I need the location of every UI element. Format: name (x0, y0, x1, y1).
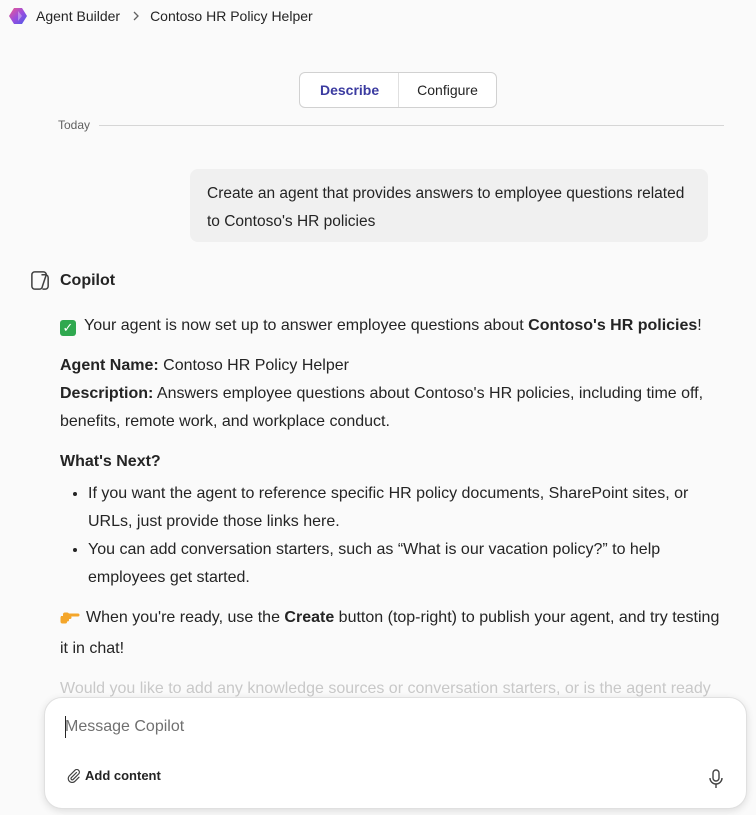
add-content-button[interactable] (67, 768, 161, 783)
date-divider (58, 118, 724, 132)
message-composer (44, 697, 747, 809)
pointing-hand-icon (60, 607, 80, 635)
ready-pre: When you're ready, use the (86, 609, 285, 626)
ready-paragraph (60, 604, 720, 663)
copilot-response (60, 312, 720, 703)
list-item: • You can add conversation starters, such as “What is our vacation policy?” to help employees get started. (88, 536, 720, 592)
date-divider-label: Today (58, 118, 91, 132)
copilot-header (29, 269, 115, 292)
message-input[interactable] (65, 716, 705, 738)
chevron-right-icon (132, 11, 140, 21)
breadcrumb-agent: Contoso HR Policy Helper (150, 8, 313, 24)
faded-text: Would you like to add any knowledge sources or conversation starters, or is the agent ready (60, 680, 711, 697)
description-line (60, 380, 720, 436)
tab-configure[interactable]: Configure (417, 82, 478, 98)
agent-name-label: Agent Name: (60, 357, 159, 374)
agent-name-value: Contoso HR Policy Helper (158, 357, 349, 374)
paperclip-icon (67, 769, 81, 783)
ready-post: button (top-right) to publish your agent, and try testing it in chat! (60, 609, 720, 657)
text-caret (65, 716, 66, 738)
breadcrumb (0, 0, 313, 32)
description-label: Description: (60, 385, 154, 402)
copilot-logo-icon (29, 269, 52, 292)
breadcrumb-app[interactable]: Agent Builder (36, 8, 121, 24)
next-steps-list (60, 480, 720, 592)
description-value: Answers employee questions about Contoso's HR policies, including time off, benefits, remote work, and workplace conduct. (60, 385, 704, 430)
mode-tabs (299, 72, 497, 108)
agent-name-line (60, 352, 720, 380)
add-content-label: Add content (85, 768, 161, 783)
check-mark-icon: ✓ (60, 320, 76, 336)
create-button-reference: Create (284, 609, 335, 626)
divider-line (99, 125, 724, 126)
tab-describe[interactable]: Describe (300, 73, 399, 107)
agent-builder-logo-icon (8, 6, 28, 26)
response-intro (60, 312, 720, 340)
next-heading-text: What's Next? (60, 453, 161, 470)
intro-text: Your agent is now set up to answer employee questions about (84, 317, 529, 334)
next-heading (60, 448, 720, 476)
microphone-icon (708, 769, 724, 789)
copilot-name: Copilot (60, 271, 116, 289)
microphone-button[interactable] (708, 769, 724, 794)
intro-end: ! (697, 317, 702, 334)
intro-bold: Contoso's HR policies (528, 317, 698, 334)
list-item: • If you want the agent to reference specific HR policy documents, SharePoint sites, or URLs, just provide those links here. (88, 480, 720, 536)
user-message: Create an agent that provides answers to employee questions related to Contoso's HR policies (190, 169, 708, 242)
